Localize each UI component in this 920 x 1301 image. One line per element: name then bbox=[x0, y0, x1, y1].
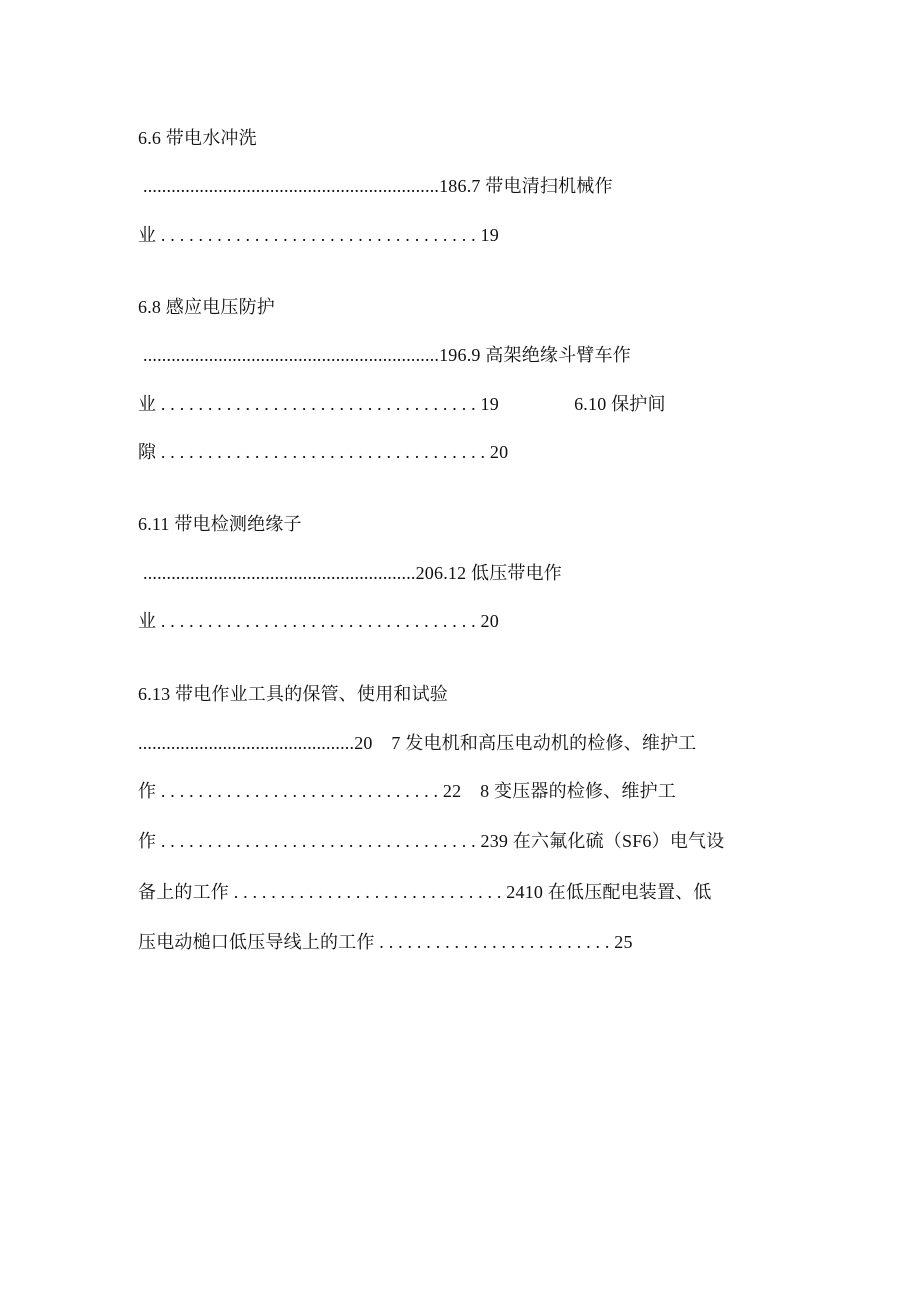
toc-line-text: ...............................................................196.9 高架绝缘斗臂车作 bbox=[143, 345, 631, 365]
toc-line-9-leader bbox=[138, 829, 724, 853]
toc-line-10-leader bbox=[138, 880, 712, 904]
toc-line-6-6-title bbox=[138, 126, 257, 150]
toc-line-text: 6.11 带电检测绝缘子 bbox=[138, 514, 302, 534]
toc-line-text: 作 . . . . . . . . . . . . . . . . . . . . . . . . . . . . . . . . . . 239 在六氟化硫（SF6）电气设 bbox=[138, 831, 725, 851]
toc-line-text: 作 . . . . . . . . . . . . . . . . . . . . . . . . . . . . . . 22 8 变压器的检修、维护工 bbox=[138, 781, 676, 801]
toc-line-text: 备上的工作 . . . . . . . . . . . . . . . . . . . . . . . . . . . . . 2410 在低压配电装置、低 bbox=[138, 882, 712, 902]
toc-line-text: 6.13 带电作业工具的保管、使用和试验 bbox=[138, 684, 448, 704]
toc-line-6-11-title bbox=[138, 512, 302, 536]
toc-line-6-12-page bbox=[138, 609, 499, 633]
toc-line-text: 业 . . . . . . . . . . . . . . . . . . . . . . . . . . . . . . . . . . 20 bbox=[138, 611, 499, 631]
toc-line-8-leader bbox=[138, 779, 676, 803]
toc-line-text: ..............................................20 7 发电机和高压电动机的检修、维护工 bbox=[138, 733, 697, 753]
toc-line-text: ...............................................................186.7 带电清扫机械作 bbox=[143, 176, 613, 196]
toc-line-text: 6.8 感应电压防护 bbox=[138, 297, 275, 317]
toc-line-text: 业 . . . . . . . . . . . . . . . . . . . . . . . . . . . . . . . . . . 19 6.10 保护间 bbox=[138, 394, 666, 414]
toc-line-text: 6.6 带电水冲洗 bbox=[138, 128, 257, 148]
toc-line-10-page bbox=[138, 930, 633, 954]
toc-line-text: ..........................................................206.12 低压带电作 bbox=[143, 563, 562, 583]
toc-line-text: 业 . . . . . . . . . . . . . . . . . . . . . . . . . . . . . . . . . . 19 bbox=[138, 225, 499, 245]
toc-line-6-8-leader bbox=[143, 343, 631, 367]
toc-line-6-9-page bbox=[138, 392, 666, 416]
toc-line-7-leader bbox=[138, 731, 697, 755]
toc-line-6-13-title bbox=[138, 682, 448, 706]
toc-line-6-8-title bbox=[138, 295, 275, 319]
toc-line-text: 压电动槌口低压导线上的工作 . . . . . . . . . . . . . . . . . . . . . . . . . 25 bbox=[138, 932, 633, 952]
toc-line-6-6-leader bbox=[143, 174, 613, 198]
toc-line-6-11-leader bbox=[143, 561, 562, 585]
toc-line-text: 隙 . . . . . . . . . . . . . . . . . . . . . . . . . . . . . . . . . . . 20 bbox=[138, 442, 509, 462]
toc-line-6-10-page bbox=[138, 440, 508, 464]
toc-line-6-7-page bbox=[138, 223, 499, 247]
